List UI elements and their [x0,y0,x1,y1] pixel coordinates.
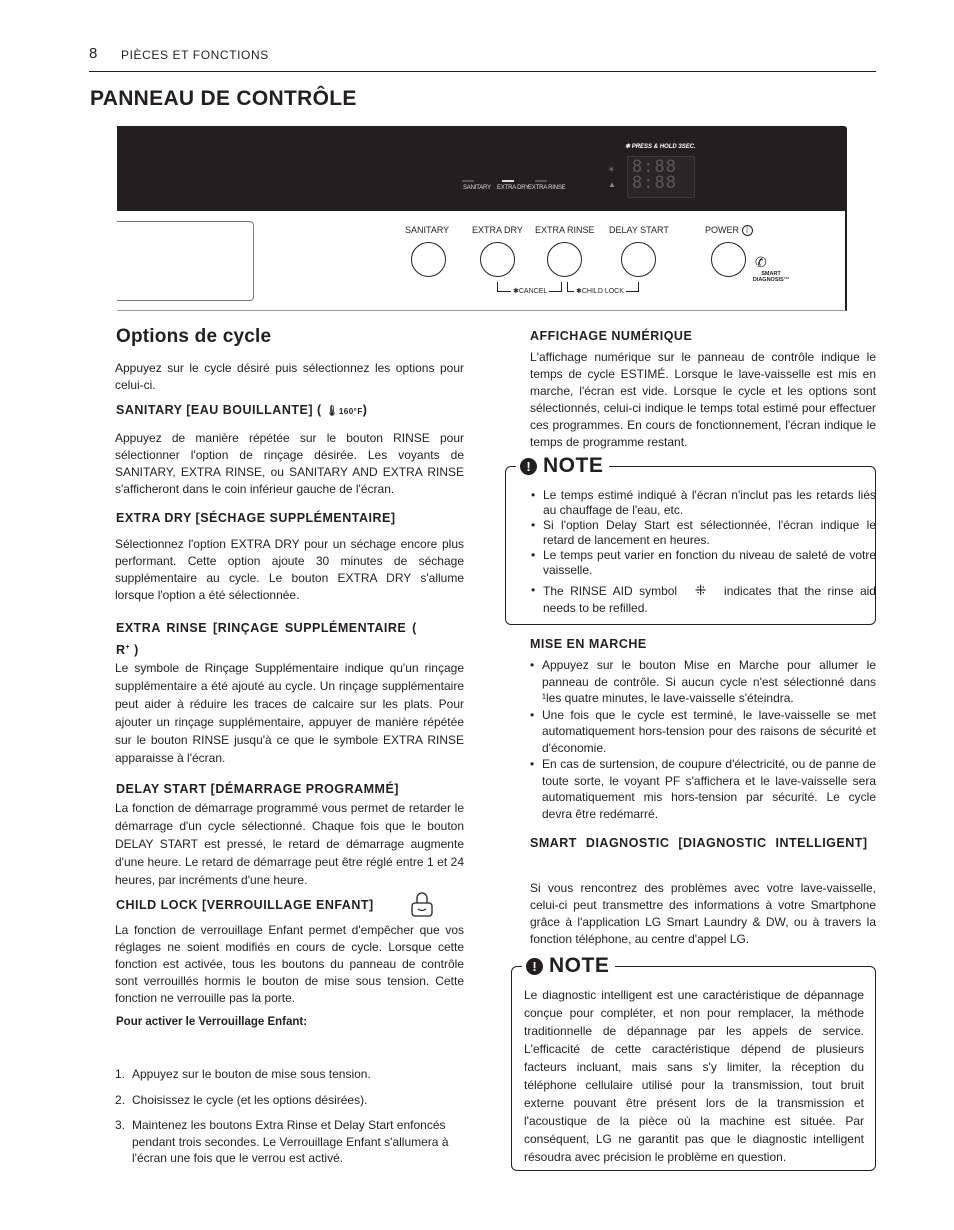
page-number: 8 [89,45,98,62]
extra-dry-heading: EXTRA DRY [SÉCHAGE SUPPLÉMENTAIRE] [116,511,396,525]
panel-edge [117,221,254,301]
power-button[interactable] [711,242,746,277]
note-list [531,488,876,617]
cancel-label: ✱CANCEL [513,288,548,295]
lock-icon: ▲ [608,180,616,189]
list-item: • The RINSE AID symbol ⁜ indicates that the rinse aid needs to be refilled. [531,582,876,617]
child-lock-icon [410,892,434,918]
child-lock-steps [115,1066,465,1167]
extra-rinse-text: Le symbole de Rinçage Supplémentaire indique qu'un rinçage supplémentaire a été ajouté au cycle. Un rinçage supplémentaire peut aider à réduire les traces de calcaire sur les plats. Pour ajouter un rinçage supplémentaire, appuyer de manière répétée sur le bouton RINSE jusqu'à ce que le symbole EXTRA RINSE apparaisse à l'écran. [115,661,464,765]
header-rule [89,71,876,72]
extra-dry-button-label: EXTRA DRY [472,225,523,235]
options-intro: Appuyez sur le cycle désiré puis sélectionnez les options pour celui-ci. [115,361,464,392]
exclamation-icon: ! [520,458,537,475]
extra-dry-button[interactable] [480,242,515,277]
list-item: 3. Maintenez les boutons Extra Rinse et Delay Start enfoncés pendant trois secondes. Le Verrouillage Enfant s'allumera à l'écran une fois que le verrou est activé. [115,1118,449,1165]
list-item: • Si l'option Delay Start est sélectionnée, l'écran indique le retard de lancement en heures. [531,518,876,548]
page-title: PANNEAU DE CONTRÔLE [90,87,357,110]
power-list [530,657,876,822]
list-item: • Le temps peut varier en fonction du niveau de saleté de votre vaisselle. [531,548,876,578]
extra-rinse-button-label: EXTRA RINSE [535,225,595,235]
panel-display-area [117,126,847,211]
power-button-label: POWER | [705,225,753,236]
extra-rinse-button[interactable] [547,242,582,277]
note-header: ! NOTE [522,954,615,978]
options-title: Options de cycle [116,326,272,347]
delay-start-button-label: DELAY START [609,225,669,235]
smart-diagnosis-label: SMART DIAGNOSIS™ [752,271,790,283]
list-item: 2. Choisissez le cycle (et les options désirées). [115,1092,368,1107]
indicator-extra-dry: EXTRA DRY [497,185,530,191]
thermometer-icon: 🌡 [325,406,339,417]
delay-start-heading: DELAY START [DÉMARRAGE PROGRAMMÉ] [116,782,399,796]
sanitary-button-label: SANITARY [405,225,450,235]
note-text: Le diagnostic intelligent est une caractéristique de dépannage conçue pour compléter, et non pour remplacer, la méthode traditionnelle de dépannage par les appels de service. L'efficacité de cette caractéristique dépend de plusieurs facteurs incluant, mais sans s'y limiter, la réception du téléphone cellulaire utilisé pour la transmission, tout bruit externe pouvant être présent lors de la transmission et l'acoustique de la pièce où la machine est située. Par conséquent, LG ne garantit pas que le diagnostic intelligent résoudra avec précision le problème en question. [524,988,864,1164]
rinse-aid-icon: ⁜ [694,582,707,598]
smart-diagnostic-heading: SMART DIAGNOSTIC [DIAGNOSTIC INTELLIGENT] [530,836,868,850]
list-item: • En cas de surtension, de coupure d'électricité, ou de panne de toute sorte, le voyant PF s'affichera et le lave-vaisselle sera automatiquement mis hors-tension par sécurité. Le cycle devra être redémarré. [530,756,876,822]
list-item: • Le temps estimé indiqué à l'écran n'inclut pas les retards liés au chauffage de l'eau, etc. [531,488,876,518]
press-hold-label: ✱ PRESS & HOLD 3SEC. [625,144,696,150]
list-item: • Une fois que le cycle est terminé, le lave-vaisselle se met automatiquement hors-tension pour des raisons de sécurité et d'économie. [530,707,876,757]
extra-dry-text: Sélectionnez l'option EXTRA DRY pour un séchage encore plus performant. Cette option ajoute 30 minutes de séchage supplémentaire au cycle. Le bouton EXTRA DRY s'allume lorsque l'option a été sélectionnée. [115,537,464,602]
indicator-sanitary: SANITARY [463,185,491,191]
power-icon: | [742,225,753,236]
section-label: PIÈCES ET FONCTIONS [121,48,269,62]
control-panel-illustration [117,126,847,311]
child-lock-heading: CHILD LOCK [VERROUILLAGE ENFANT] [116,898,374,912]
smart-diagnosis-icon: ✆ [755,254,767,270]
digital-display-text: L'affichage numérique sur le panneau de contrôle indique le temps de cycle ESTIMÉ. Lorsque le lave-vaisselle est mis en marche, l'écran est vide. Lorsque le cycle et les options sont sélectionnés, celui-ci indique le temps total estimé pour effectuer ces programmes. En cours de fonctionnement, l'écran indique le temps de programme restant. [530,350,876,449]
extra-rinse-heading: EXTRA RINSE [RINÇAGE SUPPLÉMENTAIRE ( R+ ) [116,621,417,658]
child-lock-label: ✱CHILD LOCK [576,288,624,295]
note-header: ! NOTE [516,454,609,478]
activate-child-lock-title: Pour activer le Verrouillage Enfant: [116,1016,308,1028]
rinse-aid-icon: ✳ [608,165,615,174]
sanitary-heading: SANITARY [EAU BOUILLANTE] ( 🌡160°F) [116,403,368,417]
delay-start-text: La fonction de démarrage programmé vous permet de retarder le démarrage d'un cycle sélectionné. Chaque fois que le bouton DELAY START est pressé, le retard de démarrage augmente d'une heure. Le retard de démarrage peut être réglé entre 1 et 24 heures, par incréments d'une heure. [115,801,464,887]
exclamation-icon: ! [526,958,543,975]
list-item: • Appuyez sur le bouton Mise en Marche pour allumer le panneau de contrôle. Si aucun cycle n'est sélectionné dans ¹les quatre minutes, le lave-vaisselle s'éteindra. [530,657,876,707]
indicator-led [462,180,474,182]
indicator-extra-rinse: EXTRA RINSE [528,185,566,191]
sanitary-button[interactable] [411,242,446,277]
power-heading: MISE EN MARCHE [530,637,647,651]
indicator-led [535,180,547,182]
indicator-led [502,180,514,182]
child-lock-text: La fonction de verrouillage Enfant permet d'empêcher que vos réglages ne soient modifiés en cours de cycle. Lorsque cette fonction est activée, tous les boutons du panneau de contrôle sont verrouillés hormis le bouton de mise sous tension. Cette fonction ne verrouille pas la porte. [115,923,464,1005]
smart-diagnostic-text: Si vous rencontrez des problèmes avec votre lave-vaisselle, celui-ci peut transmettre des informations à votre Smartphone grâce à l'application LG Smart Laundry & DW, ou à travers la fonction téléphone, au centre d'appel LG. [530,881,876,946]
list-item: 1. Appuyez sur le bouton de mise sous tension. [115,1067,371,1081]
digital-display-heading: AFFICHAGE NUMÉRIQUE [530,329,693,343]
display-digits: 8:88 8:88 [632,157,677,193]
sanitary-text: Appuyez de manière répétée sur le bouton RINSE pour sélectionner l'option de rinçage désirée. Les voyants de SANITARY, EXTRA RINSE, ou SANITARY AND EXTRA RINSE s'afficheront dans le coin inférieur gauche de l'écran. [115,431,464,496]
delay-start-button[interactable] [621,242,656,277]
